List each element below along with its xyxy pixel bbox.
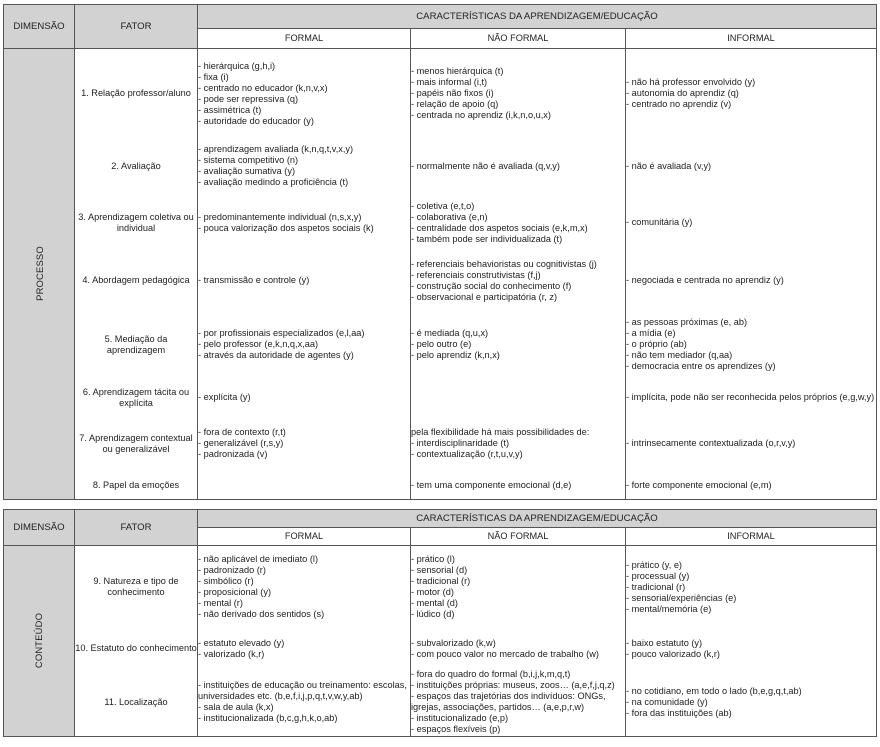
factor-cell: 5. Mediação da aprendizagem (75, 310, 198, 380)
table-row (4, 139, 877, 194)
factor-cell: 1. Relação professor/aluno (75, 49, 198, 139)
nao-formal-cell: - referenciais behavioristas ou cognitivistas (j) - referenciais construtivistas (f,j) - construção social do conhecimento (f) - observacional e participatória (r, z) (411, 252, 626, 310)
nao-formal-cell: - prático (l) - sensorial (d) - tradicional (r) - motor (d) - mental (d) - lúdico (d) (411, 546, 626, 629)
table-conteudo (3, 509, 877, 737)
factor-cell: 11. Localização (75, 669, 198, 737)
nao-formal-cell: - tem uma componente emocional (d,e) (411, 472, 626, 500)
table-row (4, 416, 877, 472)
table-row (4, 310, 877, 380)
factor-cell: 9. Natureza e tipo de conhecimento (75, 546, 198, 629)
header-formal: FORMAL (198, 29, 411, 49)
header-caracteristicas: CARACTERÍSTICAS DA APRENDIZAGEM/EDUCAÇÃO (198, 5, 877, 29)
header-nao-formal: NÃO FORMAL (411, 29, 626, 49)
informal-cell: - não há professor envolvido (y) - autonomia do aprendiz (q) - centrado no aprendiz (v) (626, 49, 877, 139)
table-row (4, 49, 877, 139)
table-row (4, 669, 877, 737)
header-caracteristicas: CARACTERÍSTICAS DA APRENDIZAGEM/EDUCAÇÃO (198, 510, 877, 528)
dimension-processo: PROCESSO (4, 49, 75, 500)
formal-cell (198, 472, 411, 500)
informal-cell: - no cotidiano, em todo o lado (b,e,g,q,t,ab) - na comunidade (y) - fora das instituições (ab) (626, 669, 877, 737)
factor-cell: 8. Papel da emoções (75, 472, 198, 500)
formal-cell: - por profissionais especializados (e,l,aa) - pelo professor (e,k,n,q,x,aa) - através da autoridade de agentes (y) (198, 310, 411, 380)
nao-formal-cell (411, 380, 626, 416)
table-row (4, 252, 877, 310)
informal-cell: - comunitária (y) (626, 194, 877, 252)
factor-cell: 4. Abordagem pedagógica (75, 252, 198, 310)
factor-cell: 2. Avaliação (75, 139, 198, 194)
nao-formal-cell: pela flexibilidade há mais possibilidades de: - interdisciplinaridade (t) - contextualização (r,t,u,v,y) (411, 416, 626, 472)
informal-cell: - não é avaliada (v,y) (626, 139, 877, 194)
header-fator: FATOR (75, 510, 198, 546)
nao-formal-cell: - subvalorizado (k,w) - com pouco valor no mercado de trabalho (w) (411, 629, 626, 669)
informal-cell: - as pessoas próximas (e, ab) - a mídia (e) - o próprio (ab) - não tem mediador (q,aa) - democracia entre os aprendizes (y) (626, 310, 877, 380)
informal-cell: - baixo estatuto (y) - pouco valorizado (k,r) (626, 629, 877, 669)
header-nao-formal: NÃO FORMAL (411, 528, 626, 546)
nao-formal-cell: - coletiva (e,t,o) - colaborativa (e,n) - centralidade dos aspetos sociais (e,k,m,x) - também pode ser individualizada (t) (411, 194, 626, 252)
factor-cell: 6. Aprendizagem tácita ou explícita (75, 380, 198, 416)
factor-cell: 7. Aprendizagem contextual ou generalizável (75, 416, 198, 472)
formal-cell: - aprendizagem avaliada (k,n,q,t,v,x,y) - sistema competitivo (n) - avaliação sumativa (y) - avaliação medindo a proficiência (t) (198, 139, 411, 194)
table-row (4, 546, 877, 629)
table-row (4, 472, 877, 500)
formal-cell: - não aplicável de imediato (l) - padronizado (r) - simbólico (r) - proposicional (y) - mental (r) - não derivado dos sentidos (s) (198, 546, 411, 629)
informal-cell: - implícita, pode não ser reconhecida pelos próprios (e,g,w,y) (626, 380, 877, 416)
table-row (4, 629, 877, 669)
formal-cell: - explícita (y) (198, 380, 411, 416)
table-processo (3, 4, 877, 500)
header-fator: FATOR (75, 5, 198, 49)
informal-cell: - negociada e centrada no aprendiz (y) (626, 252, 877, 310)
nao-formal-cell: - fora do quadro do formal (b,i,j,k,m,q,t) - instituições próprias: museus, zoos… (a,e,f,j,q,z) - espaços das trajetórias dos indivíduos: ONGs, igrejas, associações, partidos… (a,e,p,r,w) - institucionalizado (e,p) - espaços flexíveis (p) (411, 669, 626, 737)
formal-cell: - hierárquica (g,h,i) - fixa (i) - centrado no educador (k,n,v,x) - pode ser repressiva (q) - assimétrica (t) - autoridade do educador (y) (198, 49, 411, 139)
table-row (4, 194, 877, 252)
header-informal: INFORMAL (626, 29, 877, 49)
dimension-conteudo: CONTEÚDO (4, 546, 75, 737)
header-informal: INFORMAL (626, 528, 877, 546)
table-row (4, 380, 877, 416)
header-dimensao: DIMENSÃO (4, 510, 75, 546)
nao-formal-cell: - é mediada (q,u,x) - pelo outro (e) - pelo aprendiz (k,n,x) (411, 310, 626, 380)
informal-cell: - prático (y, e) - processual (y) - tradicional (r) - sensorial/experiências (e) - mental/memória (e) (626, 546, 877, 629)
formal-cell: - instituições de educação ou treinamento: escolas, universidades etc. (b,e,f,i,j,p,q,t,v,w,y,ab) - sala de aula (k,x) - institucionalizada (b,c,g,h,k,o,ab) (198, 669, 411, 737)
informal-cell: - forte componente emocional (e,m) (626, 472, 877, 500)
nao-formal-cell: - normalmente não é avaliada (q,v,y) (411, 139, 626, 194)
nao-formal-cell: - menos hierárquica (t) - mais informal (i,t) - papéis não fixos (i) - relação de apoio (q) - centrada no aprendiz (i,k,n,o,u,x) (411, 49, 626, 139)
factor-cell: 3. Aprendizagem coletiva ou individual (75, 194, 198, 252)
header-dimensao: DIMENSÃO (4, 5, 75, 49)
formal-cell: - transmissão e controle (y) (198, 252, 411, 310)
formal-cell: - fora de contexto (r,t) - generalizável (r,s,y) - padronizada (v) (198, 416, 411, 472)
header-formal: FORMAL (198, 528, 411, 546)
factor-cell: 10. Estatuto do conhecimento (75, 629, 198, 669)
formal-cell: - predominantemente individual (n,s,x,y) - pouca valorização dos aspetos sociais (k) (198, 194, 411, 252)
informal-cell: - intrinsecamente contextualizada (o,r,v,y) (626, 416, 877, 472)
formal-cell: - estatuto elevado (y) - valorizado (k,r) (198, 629, 411, 669)
